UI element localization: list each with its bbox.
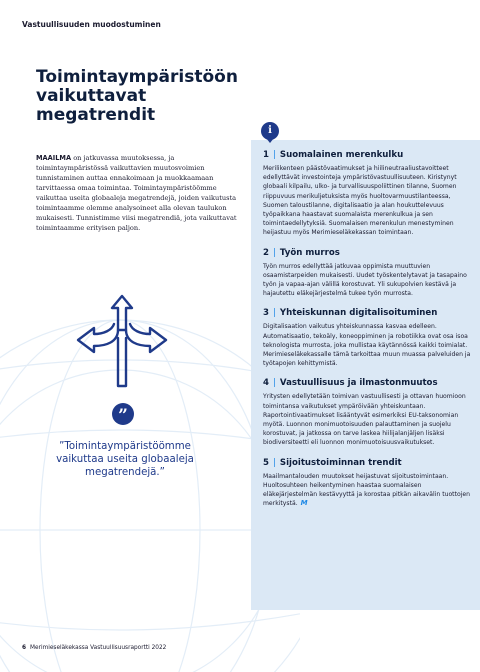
trend-text: Merilikenteen päästövaatimukset ja hiilineutraaliustavoitteet edellyttävät investointeja ympäristövastuullisuuteen. Kiristynyt globaali kilpailu, ulko- ja turvallisuuspoliittinen tilanne, Suomen riippuvuus merikuljetuksista myös huoltovarmuustilanteessa, Suomen taloustilanne, digitalisaatio ja alan houkuttelevuus työpaikkana haastavat suomalaista merenkulkua ja sen toimintaedellytyksiä. Suomalaisen merenkulun menestyminen heijastuu myös Merimieseläkekassan toimintaan. — [263, 165, 457, 237]
trend-divider: | — [272, 378, 276, 389]
trend-title: Sijoitustoiminnan trendit — [279, 457, 402, 468]
trend-divider: | — [272, 150, 276, 160]
intro-lead: MAAILMA — [36, 154, 72, 162]
trend-divider: | — [272, 457, 276, 468]
page-number: 6 — [22, 645, 27, 651]
footer-text: Merimieseläkekassa Vastuullisuusraportti 2022 — [30, 645, 167, 651]
trend-number: 5 — [263, 457, 269, 468]
trend-number: 1 — [263, 150, 269, 160]
trend-heading — [263, 248, 474, 258]
trend-divider: | — [272, 308, 276, 319]
trend-item — [263, 458, 474, 509]
section-label: Vastuullisuuden muodostuminen — [22, 20, 161, 29]
trend-text: Yritysten edellytetään toimivan vastuullisesti ja ottavan huomioon toimintansa vaikutukset ympäröivään yhteiskuntaan. Raportointivaatimukset lisääntyvät esimerkiksi EU-taksonomian myötä. Luonnon monimuotoisuuden palauttaminen ja suojelu korostuvat, ja jatkossa on tarve laskea hiilijalanjäljen lisäksi biodiversiteetti eli luonnon monimuotoisuusvaikutukset. — [263, 393, 466, 447]
end-mark-icon: M — [300, 499, 308, 508]
trend-text: Digitalisaation vaikutus yhteiskunnassa kasvaa edelleen. Automatisaatio, tekoäly, koneoppiminen ja robotiikka ovat osa isoa teknologista murrosta, joka mullistaa käytännössä kaikki toimialat. Merimieseläkekassalle tämä tarkoittaa muun muassa palveluiden ja työtapojen kehittymistä. — [263, 323, 471, 368]
trend-heading — [263, 308, 474, 318]
trend-heading — [263, 378, 474, 388]
intro-paragraph — [36, 153, 244, 233]
trend-item — [263, 378, 474, 447]
quote-mark-icon: ” — [112, 403, 134, 425]
info-icon: i — [261, 122, 279, 140]
trend-heading — [263, 150, 474, 160]
trend-list — [263, 150, 474, 518]
trend-number: 2 — [263, 247, 269, 258]
intro-text: on jatkuvassa muutoksessa, ja toimintaympäristössä vaikuttavien muutosvoimien tunnistaminen auttaa ennakoimaan ja muokkaamaan tarvittaessa omaa toimintaa. Toimintaympäristöömme vaikuttaa useita globaaleja megatrendejä, joiden vaikutusta toimintaamme olemme analysoineet alla olevan taulukon mukaisesti. Tunnistimme viisi megatrendiä, jota vaikuttavat toimintaamme erityisen paljon. — [36, 154, 237, 232]
trend-text-body: Maailmantalouden muutokset heijastuvat sijoitustoimintaan. Huoltosuhteen heikentyminen haastaa suomalaisen eläkejärjestelmän kestävyyttä ja korostaa pitkän aikavälin tuottojen merkitystä. — [263, 472, 470, 508]
trend-item — [263, 150, 474, 238]
trend-title: Vastuullisuus ja ilmastonmuutos — [279, 378, 438, 389]
trend-divider: | — [272, 247, 276, 258]
trend-title: Yhteiskunnan digitalisoituminen — [279, 308, 438, 319]
diverging-arrows-icon — [70, 290, 174, 390]
trend-item — [263, 308, 474, 368]
info-icon-pointer — [266, 138, 274, 143]
trend-text — [263, 472, 474, 509]
pull-quote: ”Toimintaympäristöömme vaikuttaa useita globaaleja megatrendejä.” — [56, 441, 194, 478]
trend-text: Työn murros edellyttää jatkuvaa oppimista muuttuvien osaamistarpeiden mukaisesti. Uudet työskentelytavat ja tasapaino työn ja vapaa-ajan välillä korostuvat. Yli sukupolvien kestävä ja hajautettu eläkejärjestelmä tukee työn murrosta. — [263, 262, 467, 298]
trend-number: 3 — [263, 308, 269, 319]
trend-item — [263, 248, 474, 299]
page-title: Toimintaympäristöön vaikuttavat megatrendit — [36, 67, 238, 125]
trend-heading — [263, 458, 474, 468]
trend-title: Työn murros — [279, 247, 340, 258]
trend-title: Suomalainen merenkulku — [279, 150, 404, 160]
page-footer — [22, 645, 166, 651]
trend-number: 4 — [263, 378, 269, 389]
